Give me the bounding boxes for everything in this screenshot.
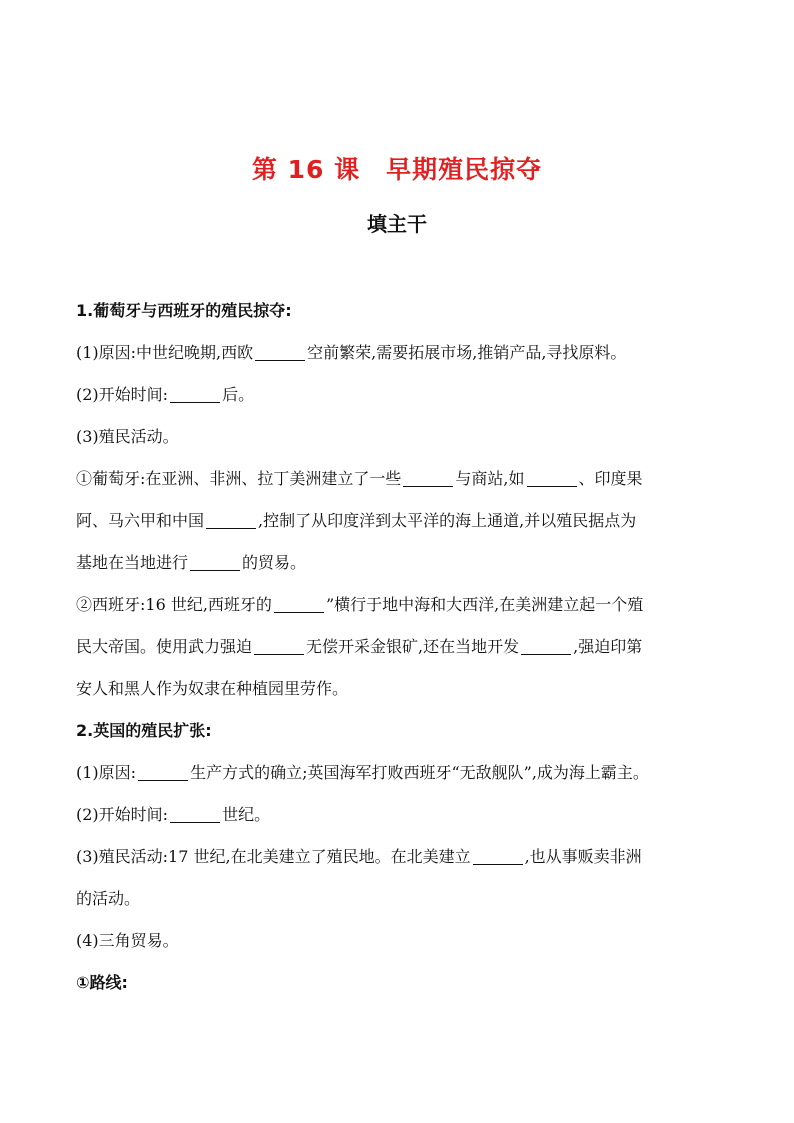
britain-activities-2: 的活动。: [76, 889, 141, 908]
fill-blank[interactable]: [473, 846, 523, 865]
text-segment: (2)开始时间:: [76, 805, 169, 824]
text-segment: 空前繁荣,需要拓展市场,推销产品,寻找原料。: [307, 343, 627, 362]
question-activities: (3)殖民活动。: [76, 427, 179, 446]
britain-activities-1: [76, 836, 720, 878]
text-segment: 基地在当地进行: [76, 553, 189, 572]
text-segment: 、印度果: [578, 469, 643, 488]
text-segment: (1)原因:中世纪晚期,西欧: [76, 343, 254, 362]
text-segment: (3)殖民活动:17 世纪,在北美建立了殖民地。在北美建立: [76, 847, 471, 866]
fill-blank[interactable]: [206, 510, 256, 529]
fill-blank[interactable]: [138, 762, 188, 781]
text-segment: 与商站,如: [455, 469, 525, 488]
text-segment: (2)开始时间:: [76, 385, 169, 404]
britain-cause: [76, 752, 720, 794]
fill-blank[interactable]: [254, 636, 304, 655]
text-segment: 的贸易。: [242, 553, 307, 572]
fill-blank[interactable]: [170, 384, 220, 403]
fill-blank[interactable]: [274, 594, 324, 613]
text-segment: 后。: [222, 385, 255, 404]
britain-start-time: [76, 794, 720, 836]
lesson-title: 第 16 课 早期殖民掠夺: [251, 155, 543, 184]
spain-line-1: [76, 584, 720, 626]
section-subtitle: 填主干: [367, 212, 427, 236]
spain-line-3: 安人和黑人作为奴隶在种植园里劳作。: [76, 679, 349, 698]
fill-blank[interactable]: [255, 342, 305, 361]
text-segment: 世纪。: [222, 805, 271, 824]
spain-line-2: [76, 626, 720, 668]
text-segment: ,控制了从印度洋到太平洋的海上通道,并以殖民据点为: [258, 511, 637, 530]
text-segment: (1)原因:: [76, 763, 137, 782]
portugal-line-3: [76, 542, 720, 584]
text-segment: 民大帝国。使用武力强迫: [76, 637, 253, 656]
text-segment: ①葡萄牙:在亚洲、非洲、拉丁美洲建立了一些: [76, 469, 402, 488]
section-heading-1: 1.葡萄牙与西班牙的殖民掠夺:: [76, 301, 292, 320]
portugal-line-1: [76, 458, 720, 500]
text-segment: 阿、马六甲和中国: [76, 511, 205, 530]
fill-blank[interactable]: [170, 804, 220, 823]
section-heading-2: 2.英国的殖民扩张:: [76, 721, 212, 740]
fill-blank[interactable]: [521, 636, 571, 655]
question-start-time: [76, 374, 720, 416]
fill-blank[interactable]: [527, 468, 577, 487]
text-segment: ,强迫印第: [573, 637, 643, 656]
fill-blank[interactable]: [190, 552, 240, 571]
text-segment: ,也从事贩卖非洲: [524, 847, 642, 866]
text-segment: 生产方式的确立;英国海军打败西班牙“无敌舰队”,成为海上霸主。: [190, 763, 649, 782]
text-segment: ②西班牙:16 世纪,西班牙的: [76, 595, 272, 614]
portugal-line-2: [76, 500, 720, 542]
fill-blank[interactable]: [403, 468, 453, 487]
text-segment: ”横行于地中海和大西洋,在美洲建立起一个殖: [325, 595, 644, 614]
text-segment: 无偿开采金银矿,还在当地开发: [306, 637, 520, 656]
worksheet-content: [76, 290, 720, 1004]
trade-route: ①路线:: [76, 973, 128, 992]
triangle-trade: (4)三角贸易。: [76, 931, 179, 950]
question-cause: [76, 332, 720, 374]
